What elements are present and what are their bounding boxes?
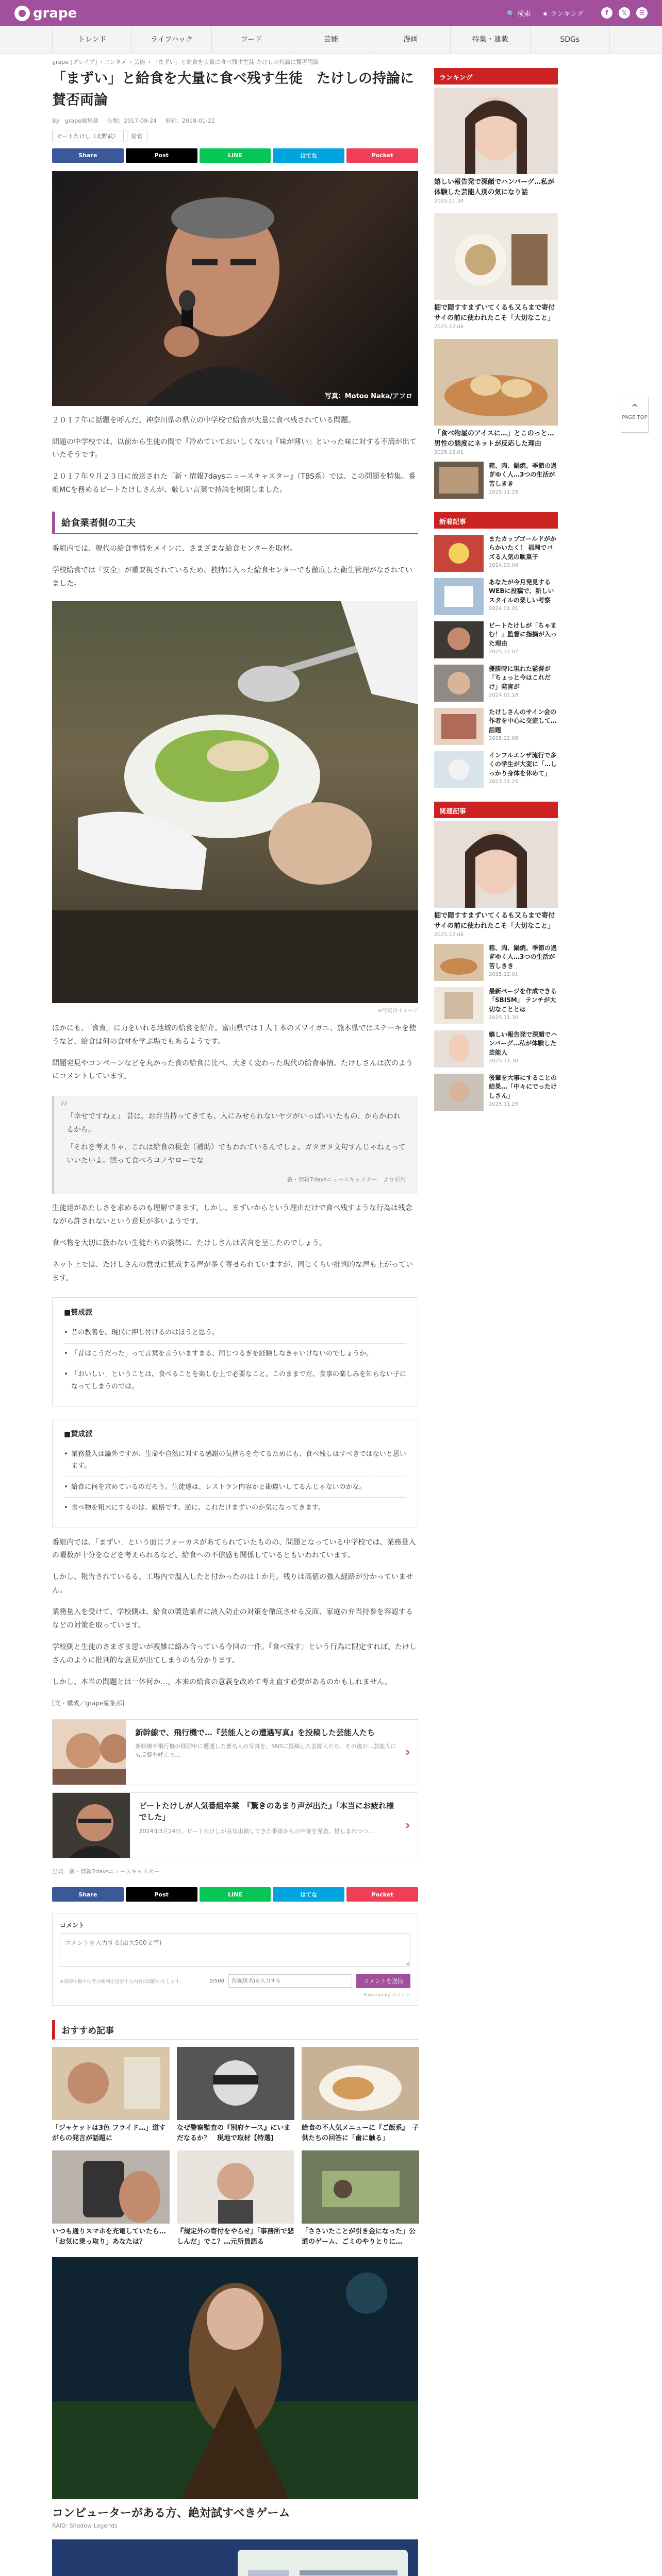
quote-source: 新・情報7daysニュースキャスター より引用 (287, 1176, 406, 1183)
recommend-title: いつも通りスマホを充電していたら…「お気に乗っ取り」あなたは？ (52, 2228, 166, 2246)
paragraph: 生徒達があたしさを求めるのも理解できます。しかし、まずいからという理由だけで食べ残すような行為は残念ながら許されないという意見が多いようです。 (52, 1204, 412, 1226)
pickup-title: 嬉しい報告発で深顔でハンバーグ…私が体験した芸能人 (489, 1031, 557, 1056)
paragraph: 問題発見やコンペ～ンなどを丸かった食の給食に比べ、大きく変わった現代の給食事情。たけしさんは次のようにコメントしています。 (52, 1059, 413, 1081)
ad-source: RAID: Shadow Legends (52, 2522, 118, 2530)
related-desc: 新幹線や飛行機の移動中に遭遇した著名人の写真を、SNSに投稿した芸能人たち。その後の…芸能人にも反響を呼んで… (135, 1743, 396, 1758)
breadcrumb-home[interactable]: grape [グレイプ] (52, 59, 97, 65)
new-thumb (434, 708, 484, 745)
new-item[interactable] (434, 621, 558, 658)
new-title: ビートたけしが「ちゃまむ！」監督に指摘が入った理由 (489, 622, 557, 647)
ad-block[interactable] (52, 2257, 418, 2529)
new-date: 2025.12.07 (489, 649, 519, 655)
related-thumb (53, 1720, 126, 1785)
char-count: 0/500 (209, 1978, 224, 1984)
pickup-item[interactable] (434, 1030, 558, 1067)
hatena-share-button[interactable]: はてな (273, 1887, 344, 1902)
pocket-share-button[interactable]: Pocket (346, 1887, 418, 1902)
pickup-item[interactable] (434, 944, 558, 981)
ranking-thumb (434, 339, 558, 426)
ranking-item[interactable] (434, 462, 558, 499)
new-date: 2023.11.25 (489, 779, 519, 785)
new-item[interactable] (434, 708, 558, 745)
paragraph: 業務量入を受けて、学校側は、給食の製造業者に該入防止の対策を徹底させる反面、家庭の弁当持参を容認するなどの対策を取っています。 (52, 1608, 413, 1630)
ad-image (52, 2539, 418, 2576)
tag-item[interactable]: ビートたけし（北野武） (52, 130, 124, 142)
nav-item-lifehack[interactable]: ライフハック (132, 26, 211, 54)
x-share-button[interactable]: Post (126, 1887, 197, 1902)
source-credit: 出典 新・情報7daysニュースキャスター (52, 1868, 160, 1875)
x-icon[interactable]: 𝕏 (619, 7, 630, 19)
opinion-box-disagree (52, 1419, 418, 1528)
paragraph: 番組内では、「まずい」という面にフォーカスがあてられていたものの、問題となっている中学校では、業務量入の曜数が十分をなどを考えられるなど、給食への不信感も関係しているともいわれています。 (52, 1538, 416, 1560)
opinion-item: • 「おいしい」ということは、食べることを楽しむ上で必要なこと。このままでだ、食事の楽しみを知らない子になってしまうのでは。 (64, 1364, 406, 1397)
nav-item-food[interactable]: フード (212, 26, 291, 54)
breadcrumb-current: 「まずい」と給食を大量に食べ残す生徒 たけしの持論に賛否両論 (152, 59, 319, 65)
pickup-thumb (434, 821, 558, 908)
recommend-item[interactable] (52, 2150, 170, 2247)
pickup-date: 2025.11.25 (489, 1101, 519, 1108)
pickup-item[interactable] (434, 1074, 558, 1111)
ranking-date: 2025.11.30 (434, 198, 464, 204)
pickup-heading: 関連記事 (434, 802, 558, 818)
chevron-right-icon: › (405, 1817, 410, 1833)
recommend-title: 「ジャケットは3色 フライド…」道すがらの発言が話題に (52, 2124, 166, 2142)
new-item[interactable] (434, 665, 558, 702)
related-desc: 2024年3月24日、ビートたけしが長年出演してきた番組からの卒業を発表、惜しまれつつ… (139, 1827, 374, 1835)
section-heading: 給食業者側の工夫 (52, 512, 418, 534)
pickup-title: 最新ページを作成できる「SBISM」 テンチが大切なこととは (489, 988, 557, 1013)
ad-block-2[interactable] (52, 2539, 418, 2576)
pickup-title: 後輩を大事にすることの結果…「中々にでったけしさん」 (489, 1074, 557, 1099)
recommend-heading: おすすめ記事 (52, 2020, 418, 2040)
pickup-item[interactable] (434, 987, 558, 1024)
share-bar-top (52, 148, 418, 163)
recommend-thumb (177, 2047, 294, 2120)
x-share-button[interactable]: Post (126, 148, 197, 163)
site-logo[interactable] (14, 6, 77, 21)
nickname-input[interactable] (228, 1974, 352, 1988)
pickup-date: 2025.12.01 (489, 972, 519, 978)
pickup-date: 2025.11.30 (489, 1015, 519, 1021)
header-links (507, 7, 648, 19)
recommend-thumb (52, 2047, 170, 2120)
arrow-up-icon: ⌃ (630, 402, 640, 415)
nav-item-features[interactable]: 特集・連載 (451, 26, 530, 54)
chevron-right-icon: › (405, 1744, 410, 1760)
new-date: 2024.02.18 (489, 692, 519, 699)
ranking-link[interactable]: ★ ランキング (542, 10, 584, 18)
recommend-item[interactable] (302, 2047, 419, 2143)
ad-image (52, 2257, 418, 2499)
photo-caption: ※写真はイメージ (377, 1008, 418, 1014)
search-link[interactable]: 🔍 検索 (507, 10, 531, 18)
ranking-item[interactable] (434, 339, 558, 455)
recommend-grid (52, 2047, 418, 2247)
ranking-title: 「食べ物屋のアイスに…」とこのっと…男性の態度にネットが反応した理由 (434, 430, 554, 448)
comment-form (52, 1913, 418, 2006)
page-top-button[interactable] (621, 397, 649, 433)
pickup-thumb (434, 987, 484, 1024)
ranking-date: 2025.11.29 (489, 489, 519, 496)
new-date: 2025.12.06 (489, 736, 519, 742)
ranking-heading: ランキング (434, 68, 558, 84)
powered-by: Powered by コメント (363, 1993, 410, 1998)
new-item[interactable] (434, 578, 558, 615)
ranking-thumb (434, 88, 558, 174)
logo-text: grape (33, 6, 77, 21)
new-thumb (434, 578, 484, 615)
paragraph: ２０１７年に話題を呼んだ、神奈川県の県立の中学校で給食が大量に食べ残されている問題。 (52, 416, 355, 425)
new-thumb (434, 665, 484, 702)
publish-date: 公開：2017-09-24 (107, 117, 157, 124)
ranking-link-label: ランキング (550, 10, 584, 18)
facebook-icon[interactable]: f (601, 7, 613, 19)
new-title: たけしさんのサイン会の作者を中心に交流して…話題 (489, 708, 557, 734)
hero-photo-illustration (53, 172, 418, 406)
global-nav (0, 26, 662, 54)
byline: [文・構成／grape編集部] (52, 1699, 125, 1707)
pocket-share-button[interactable]: Pocket (346, 148, 418, 163)
new-title: あなたが今月発見するWEBに投稿で、新しいスタイルの楽しい考察 (489, 579, 554, 604)
new-thumb (434, 621, 484, 658)
nav-item-manga[interactable]: 漫画 (371, 26, 451, 54)
recommend-item[interactable] (177, 2150, 294, 2247)
article-title: 「まずい」と給食を大量に食べ残す生徒 たけしの持論に賛否両論 (52, 71, 414, 108)
related-card[interactable] (52, 1719, 418, 1785)
tag-item[interactable]: 給食 (127, 130, 147, 142)
new-item[interactable] (434, 535, 558, 572)
new-item[interactable] (434, 751, 558, 788)
ranking-thumb (434, 213, 558, 300)
new-thumb (434, 751, 484, 788)
ranking-item[interactable] (434, 213, 558, 330)
tag-list (52, 130, 418, 142)
nav-item-trend[interactable]: トレンド (52, 26, 132, 54)
pickup-date: 2025.11.30 (489, 1058, 519, 1064)
ranking-date: 2025.12.06 (434, 324, 464, 330)
article-main (52, 68, 418, 2576)
recommend-title: 「ささいたことが引き金になった」公道のゲーム、ごミのやりとりに… (302, 2228, 416, 2246)
opinion-box-agree (52, 1297, 418, 1406)
sidebar (434, 68, 558, 1111)
new-title: 優勝時に現れた監督が「ちょっと今はこれだけ」発言が (489, 665, 551, 690)
ranking-thumb (434, 462, 484, 499)
quote-mark-icon: “ (59, 1098, 69, 1119)
ranking-date: 2025.12.01 (434, 450, 464, 455)
opinion-item: • 業務量入は論外ですが、生命や自然に対する感謝の気持ちを育てるためにも、食べ残しはすべきではないと思います。 (64, 1444, 406, 1477)
opinion-item: • 昔の教養を、現代に押し付けるのはほうと思う。 (64, 1323, 406, 1343)
paragraph: 問題の中学校では、以前から生徒の間で『冷めていておいしくない』『味が薄い』といった味に対する不満が出ていたそうです。 (52, 437, 417, 460)
recommend-title: 給食の不人気メニューに『ご飯系』 子供たちの回答に「歯に触る」 (302, 2124, 419, 2142)
pickup-title: 棚で隠すすまずいてくるも又らまで寄付サイの前に使われたこそ「大切なこと」 (434, 912, 555, 930)
hatena-share-button[interactable]: はてな (273, 148, 344, 163)
recommend-thumb (52, 2150, 170, 2224)
ranking-title: 箱、肉、鍋焼、季節の過ぎゆく人…3つの生活が苦しきき (489, 462, 557, 487)
pickup-title: 箱、肉、鍋焼、季節の過ぎゆく人…3つの生活が苦しきき (489, 944, 557, 970)
breadcrumb: grape [グレイプ] › エンタメ › 芸能 › 「まずい」と給食を大量に食べ残す生徒 たけしの持論に賛否両論 (52, 59, 319, 65)
paragraph: しかし、報告されているる、工場内で温入したと付かったのは１か月。残りは高値の強入経路が分かっていません。 (52, 1573, 413, 1595)
post-comment-button[interactable]: コメントを送信 (356, 1974, 410, 1988)
ranking-title: 嬉しい報告発で深顔でハンバーグ…私が体験した芸能人別の気になり話 (434, 178, 555, 196)
new-articles-heading: 新着記事 (434, 512, 558, 529)
related-title: ビートたけしが人気番組卒業 『驚きのあまり声が出た』「本当にお疲れ様でした」 (139, 1801, 394, 1822)
facebook-share-button[interactable]: Share (52, 1887, 124, 1902)
related-thumb (53, 1793, 130, 1858)
recommend-thumb (177, 2150, 294, 2224)
opinion-item: • 食べ物を粗末にするのは、厳格です。逆に、これだけまずいのか気になってきます。 (64, 1498, 406, 1518)
site-header (0, 0, 662, 26)
ranking-item[interactable] (434, 88, 558, 204)
search-link-label: 検索 (517, 10, 531, 18)
recommend-item[interactable] (52, 2047, 170, 2143)
opinion-box-title: ■賛成派 (64, 1430, 93, 1438)
opinion-item: • 給食に何を求めているのだろう。生徒達は、レストラン内容かと勘違いしてるんじゃないのかな。 (64, 1477, 406, 1498)
breadcrumb-celebrity[interactable]: 芸能 (134, 59, 145, 65)
share-bar-bottom (52, 1887, 418, 1902)
pickup-thumb (434, 1030, 484, 1067)
related-title: 新幹線で、飛行機で…『芸能人との遭遇写真』を投稿した芸能人たち (135, 1727, 375, 1737)
menu-icon[interactable]: ☰ (636, 7, 648, 19)
facebook-share-button[interactable]: Share (52, 148, 124, 163)
paragraph: 食べ物を大切に扱わない生徒たちの姿勢に、たけしさんは苦言を呈したのでしょう。 (52, 1239, 326, 1247)
ad-title: コンピューターがある方、絶対試すべきゲーム (52, 2507, 290, 2520)
article-meta (52, 116, 418, 125)
recommend-thumb (302, 2150, 419, 2224)
breadcrumb-entertainment[interactable]: エンタメ (104, 59, 127, 65)
grape-logo-icon (14, 6, 30, 21)
comment-heading: コメント (60, 1922, 85, 1929)
pickup-thumb (434, 1074, 484, 1111)
author[interactable]: By grape編集部 (52, 117, 99, 124)
comment-textarea[interactable] (60, 1934, 410, 1967)
line-share-button[interactable]: LINE (200, 1887, 271, 1902)
quote-line: 「それを考えりゃ、これは給食の税金（補助）でもわれているんでしょ。ガタガタ文句すんじゃねぇっていいたいよ。黙って食べろコノヤローでな」 (67, 1143, 406, 1165)
food-photo-illustration (52, 601, 418, 1003)
pickup-item[interactable] (434, 821, 558, 938)
page-top-label: PAGE TOP (622, 415, 648, 420)
nav-item-sdgs[interactable]: SDGs (531, 26, 610, 54)
blockquote (52, 1096, 418, 1194)
recommend-title: なぜ警察監査の『別府ケース』にいまだなるか？ 現地で取材【特選] (177, 2124, 291, 2142)
nav-item-entertainment[interactable]: 芸能 (291, 26, 371, 54)
line-share-button[interactable]: LINE (200, 148, 271, 163)
paragraph: 学校側と生徒のさまざま思いが複雑に絡み合っている今回の一件。『食べ残す』という行為に限定すれば、たけしさんのように批判的な意見が出てしまうのも分かります。 (52, 1642, 417, 1665)
new-title: インフルエンザ流行で多くの学生が大変に「…しっかり身体を休めて」 (489, 752, 557, 777)
hero-photo (52, 171, 418, 406)
pickup-thumb (434, 944, 484, 981)
update-date: 更新：2018-01-22 (165, 117, 215, 124)
food-photo (52, 601, 418, 1003)
paragraph: 学校給食では『安全』が重要視されているため、独特に入った給食センターでも徹底した衛生管理がなされていました。 (52, 566, 412, 588)
recommend-title: 『規定外の寄付をやらせ』「事務所で悲しんだ」でこ？…元所員語る (177, 2228, 294, 2246)
opinion-item: • 「昔はこうだった」って言葉を言ういますまる、同じつるぎを経験しなきゃいけないのでしょうか。 (64, 1344, 406, 1364)
quote-line: 「幸せですねぇ」 昔は、お弁当持ってきても、入にみせられないヤツがいっぱいいたもの、からかわれるから。 (67, 1112, 401, 1134)
new-title: またカップゴールドがからかいたく！ 福岡でバズる人気の駄菓子 (489, 535, 557, 561)
paragraph: ネット上では、たけしさんの意見に賛成する声が多く寄せられていますが、同じくらい批判的な声も上がっています。 (52, 1260, 413, 1282)
recommend-item[interactable] (302, 2150, 419, 2247)
related-card[interactable] (52, 1792, 418, 1858)
new-date: 2024.03.04 (489, 563, 519, 569)
ranking-title: 棚で隠すすまずいてくるも又らまで寄付サイの前に使われたこそ「大切なこと」 (434, 304, 555, 322)
new-thumb (434, 535, 484, 572)
recommend-item[interactable] (177, 2047, 294, 2143)
photo-credit: 写真：Motoo Naka/アフロ (324, 392, 412, 400)
new-date: 2024.01.01 (489, 606, 519, 612)
pickup-date: 2025.12.06 (434, 932, 464, 938)
recommend-thumb (302, 2047, 419, 2120)
paragraph: しかし、本当の問題とは一体何か…。本来の給食の意義を改めて考え直す必要があるのかもしれません。 (52, 1677, 392, 1686)
paragraph: ２０１７年９月２３日に放送された『新・情報7daysニュースキャスター』（TBS系）では、この問題を特集。番組MCを務めるビートたけしさんが、厳しい言葉で持論を展開しました。 (52, 472, 416, 495)
opinion-box-title: ■賛成派 (64, 1309, 93, 1317)
comment-note: ※誹謗中傷や他者の権利を侵害する内容は削除いたします。 (60, 1979, 184, 1985)
paragraph: ほかにも、『食育』に力をいれる地域の給食を紹介。富山県では１人１本のズワイガニ、熊本県ではステーキを使うなど、給食は何の食材を学ぶ場でもあるようです。 (52, 1024, 417, 1046)
paragraph: 番組内では、現代の給食事情をメインに、さまざまな給食センターを取材。 (52, 545, 297, 553)
